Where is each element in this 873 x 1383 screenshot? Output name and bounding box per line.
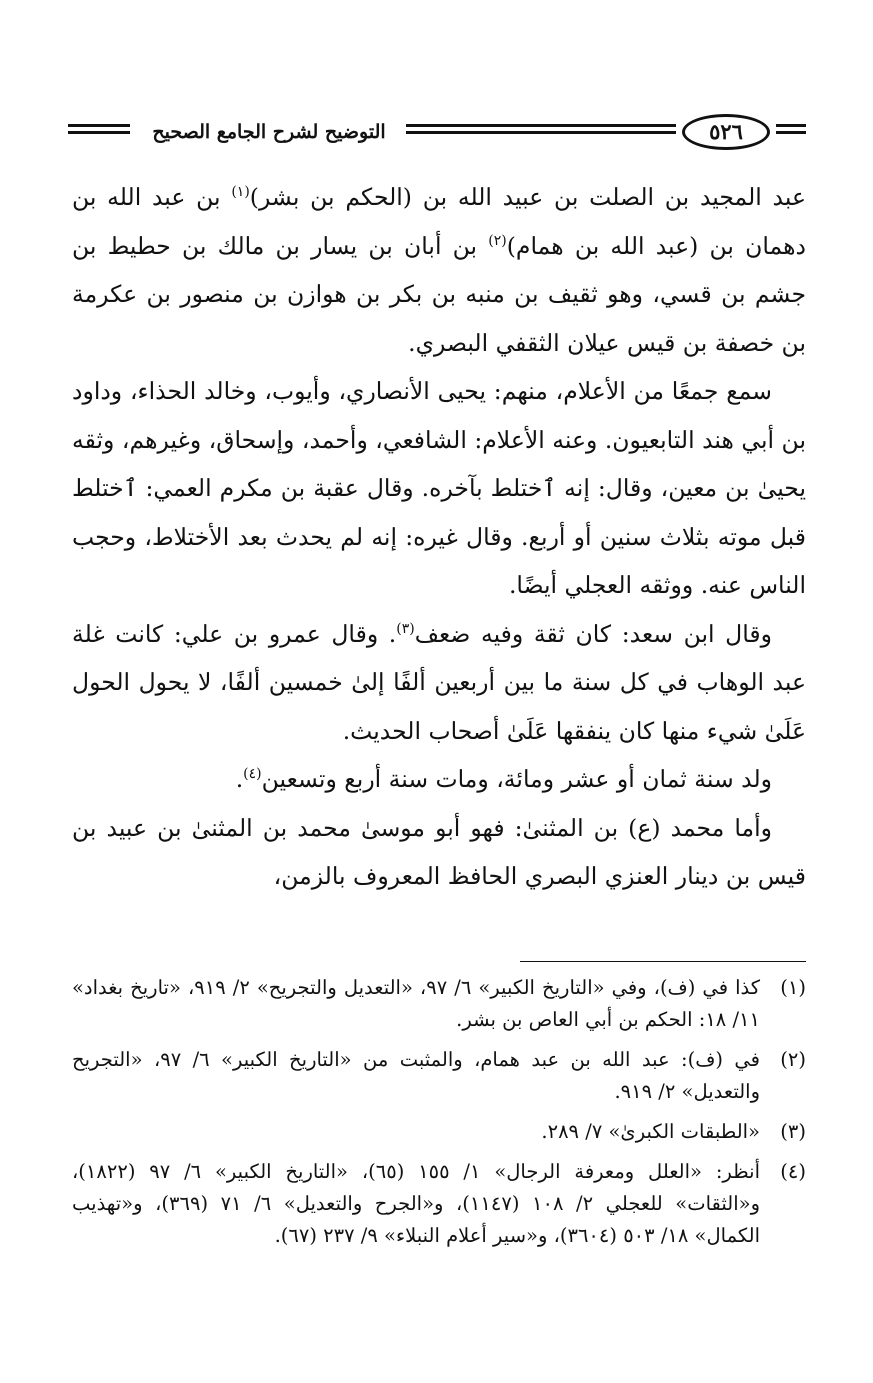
footnote-number: (٣) (780, 1120, 806, 1143)
footnotes (72, 972, 806, 1260)
header-rule-right (776, 124, 806, 138)
footnote-number: (٤) (780, 1160, 806, 1183)
footnote-text: «الطبقات الكبرىٰ» ٧/ ٢٨٩. (541, 1120, 760, 1143)
birth-death-end: . (235, 765, 244, 793)
footnote-divider (520, 961, 806, 962)
header-rule-middle (406, 124, 676, 138)
footnote-number: (١) (780, 976, 806, 999)
paragraph-muhammad-ibn-muthanna: وأما محمد (ع) بن المثنىٰ: فهو أبو موسىٰ محمد بن المثنىٰ بن عبيد بن قيس بن دينار العنزي البصري الحافظ المعروف بالزمن، (72, 813, 806, 890)
footnote-1 (72, 972, 806, 1036)
paragraph-lineage (72, 173, 806, 367)
footnote-3 (72, 1116, 806, 1148)
footnote-text: أنظر: «العلل ومعرفة الرجال» ١/ ١٥٥ (٦٥)، «التاريخ الكبير» ٦/ ٩٧ (١٨٢٢)، و«الثقات» للعجلي ٢/ ١٠٨ (١١٤٧)، و«الجرح والتعديل» ٦/ ٧١ (٣٦٩)، و«تهذيب الكمال» ١٨/ ٥٠٣ (٣٦٠٤)، و«سير أعلام النبلاء» ٩/ ٢٣٧ (٦٧). (72, 1160, 760, 1247)
page-number-badge: ٥٢٦ (682, 114, 770, 150)
main-text (72, 173, 806, 901)
ibn-saad-text-2: . وقال عمرو بن علي: كانت غلة عبد الوهاب في كل سنة ما بين أربعين ألفًا إلىٰ خمسين ألفًا، لا يحول الحول عَلَىٰ شيء منها كان ينفقها عَلَىٰ أصحاب الحديث. (72, 619, 806, 745)
footnote-2 (72, 1044, 806, 1108)
lineage-text-3: بن أبان بن يسار بن مالك بن حطيط بن جشم بن قسي، وهو ثقيف بن منبه بن بكر بن هوازن بن منصور بن عكرمة بن خصفة بن قيس عيلان الثقفي البصري. (72, 231, 806, 357)
lineage-text-1: عبد المجيد بن الصلت بن عبيد الله بن (الحكم بن بشر) (249, 183, 806, 211)
footnote-marker-2: (٢) (488, 232, 507, 249)
paragraph-ibn-saad (72, 610, 806, 756)
running-title: التوضيح لشرح الجامع الصحيح (152, 121, 386, 143)
footnote-marker-3: (٣) (396, 620, 415, 637)
lineage-text-2: بن عبد الله بن دهمان بن (عبد الله بن همام) (72, 183, 806, 260)
footnote-text: كذا في (ف)، وفي «التاريخ الكبير» ٦/ ٩٧، «التعديل والتجريح» ٢/ ٩١٩، «تاريخ بغداد» ١١/ ١٨: الحكم بن أبي العاص بن بشر. (72, 976, 761, 1031)
footnote-marker-4: (٤) (243, 766, 262, 783)
paragraph-birth-death (72, 755, 806, 804)
footnote-marker-1: (١) (231, 184, 250, 201)
footnote-4 (72, 1156, 806, 1252)
paragraph-teachers: سمع جمعًا من الأعلام، منهم: يحيى الأنصاري، وأيوب، وخالد الحذاء، وداود بن أبي هند التابعيون. وعنه الأعلام: الشافعي، وأحمد، وإسحاق، وغيرهم، وثقه يحيىٰ بن معين، وقال: إنه ٱختلط بآخره. وقال عقبة بن مكرم العمي: ٱختلط قبل موته بثلاث سنين أو أربع. وقال غيره: إنه لم يحدث بعد الأختلاط، وحجب الناس عنه. ووثقه العجلي أيضًا. (72, 377, 806, 599)
page-header (68, 112, 806, 162)
header-rule-left (68, 124, 130, 138)
footnote-text: في (ف): عبد الله بن عبد همام، والمثبت من «التاريخ الكبير» ٦/ ٩٧، «التجريح والتعديل» ٢/ ٩١٩. (72, 1048, 760, 1103)
birth-death-text: ولد سنة ثمان أو عشر ومائة، ومات سنة أربع وتسعين (261, 765, 772, 793)
ibn-saad-text-1: وقال ابن سعد: كان ثقة وفيه ضعف (414, 619, 772, 648)
footnote-number: (٢) (780, 1048, 806, 1071)
